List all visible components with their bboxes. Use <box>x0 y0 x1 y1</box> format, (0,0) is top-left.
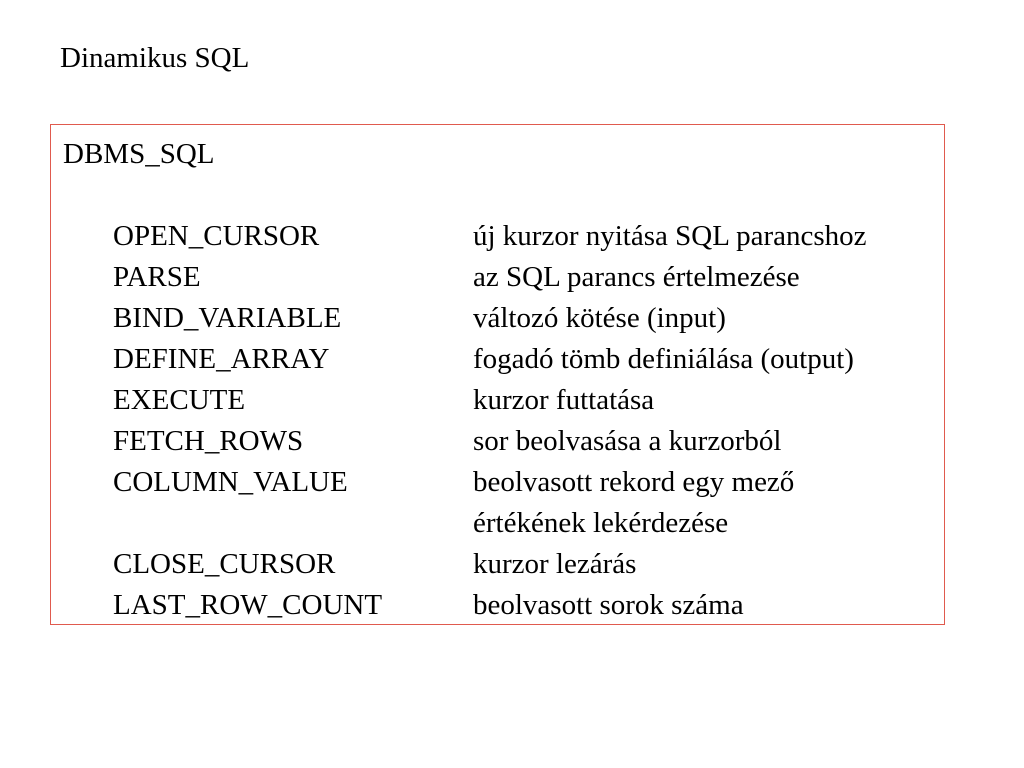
function-row <box>113 257 867 298</box>
function-row <box>113 585 867 626</box>
function-name: OPEN_CURSOR <box>113 220 320 252</box>
function-row <box>113 380 867 421</box>
function-description: új kurzor nyitása SQL parancshoz <box>473 220 867 252</box>
function-description: az SQL parancs értelmezése <box>473 261 800 293</box>
package-name: DBMS_SQL <box>63 138 215 170</box>
function-row <box>113 462 867 503</box>
function-row <box>113 298 867 339</box>
function-name: COLUMN_VALUE <box>113 466 348 498</box>
content-box <box>50 124 945 625</box>
function-row <box>113 544 867 585</box>
function-description: sor beolvasása a kurzorból <box>473 425 782 457</box>
function-name: CLOSE_CURSOR <box>113 548 336 580</box>
function-name <box>113 503 473 544</box>
function-description: értékének lekérdezése <box>473 507 729 539</box>
function-name: LAST_ROW_COUNT <box>113 589 383 621</box>
function-description: változó kötése (input) <box>473 302 726 334</box>
function-description: kurzor futtatása <box>473 384 655 416</box>
slide-title: Dinamikus SQL <box>60 42 250 74</box>
function-row <box>113 216 867 257</box>
function-description: fogadó tömb definiálása (output) <box>473 343 854 375</box>
function-name: FETCH_ROWS <box>113 425 304 457</box>
function-row <box>113 503 867 544</box>
function-name: DEFINE_ARRAY <box>113 343 330 375</box>
function-description: kurzor lezárás <box>473 548 637 580</box>
function-list <box>113 216 867 626</box>
function-row <box>113 421 867 462</box>
function-description: beolvasott rekord egy mező <box>473 466 795 498</box>
function-name: PARSE <box>113 261 201 293</box>
function-name: EXECUTE <box>113 384 246 416</box>
function-description: beolvasott sorok száma <box>473 589 744 621</box>
function-name: BIND_VARIABLE <box>113 302 342 334</box>
function-row <box>113 339 867 380</box>
